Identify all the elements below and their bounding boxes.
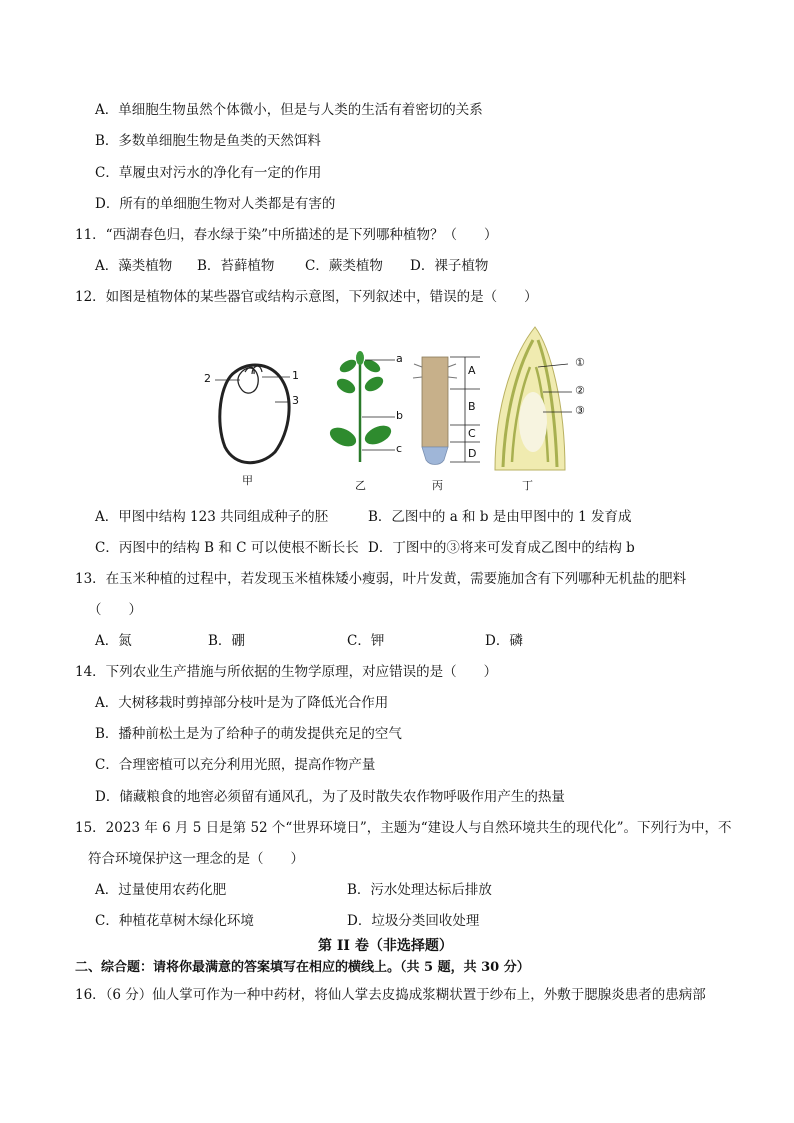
q13-option-d: D．磷	[485, 633, 523, 649]
q12-option-d: D．丁图中的③将来可发育成乙图中的结构 b	[368, 540, 635, 556]
seed-drawing	[215, 365, 290, 463]
q13-option-c: C．钾	[347, 633, 385, 649]
q13-stem: 13．在玉米种植的过程中，若发现玉米植株矮小瘦弱，叶片发黄，需要施加含有下列哪种无机盐的肥料	[75, 571, 687, 587]
q13-option-b: B．硼	[208, 633, 245, 649]
bud-label-1: ①	[575, 356, 585, 369]
root-label-C: C	[468, 427, 476, 440]
q15-option-b: B．污水处理达标后排放	[347, 882, 492, 898]
q15-option-a: A．过量使用农药化肥	[95, 882, 227, 898]
bud-section-drawing	[495, 327, 572, 470]
q14-option-d: D．储藏粮食的地窖必须留有通风孔，为了及时散失农作物呼吸作用产生的热量	[95, 789, 565, 805]
root-label-D: D	[468, 447, 477, 460]
figure-caption-ding: 丁	[522, 479, 533, 492]
figure-caption-jia: 甲	[242, 474, 253, 487]
root-label-B: B	[468, 400, 476, 413]
figure-caption-bing: 丙	[432, 479, 443, 492]
seed-label-3: 3	[292, 394, 299, 407]
q14-option-c: C．合理密植可以充分利用光照，提高作物产量	[95, 757, 376, 773]
q11-option-d: D．裸子植物	[410, 258, 489, 274]
figure-caption-yi: 乙	[355, 479, 366, 492]
stem-label-c: c	[396, 442, 403, 455]
q10-option-a: A．单细胞生物虽然个体微小，但是与人类的生活有着密切的关系	[95, 102, 483, 118]
q15-option-d: D．垃圾分类回收处理	[347, 913, 480, 929]
plant-structure-figure	[200, 322, 600, 497]
q11-option-c: C．蕨类植物	[305, 258, 383, 274]
q12-option-b: B．乙图中的 a 和 b 是由甲图中的 1 发育成	[368, 509, 632, 525]
section-heading: 二、综合题：请将你最满意的答案填写在相应的横线上。（共 5 题，共 30 分）	[75, 960, 530, 975]
q10-option-c: C．草履虫对污水的净化有一定的作用	[95, 165, 322, 181]
section-title: 第 II 卷（非选择题）	[318, 938, 453, 954]
q12-option-a: A．甲图中结构 123 共同组成种子的胚	[95, 509, 329, 525]
bud-label-3: ③	[575, 404, 585, 417]
q14-stem: 14．下列农业生产措施与所依据的生物学原理，对应错误的是（ ）	[75, 664, 498, 680]
shoot-drawing	[327, 351, 395, 462]
root-label-A: A	[468, 364, 476, 377]
q10-option-b: B．多数单细胞生物是鱼类的天然饵料	[95, 133, 321, 149]
q15-stem-line2: 符合环境保护这一理念的是（ ）	[88, 851, 304, 867]
q12-stem: 12．如图是植物体的某些器官或结构示意图，下列叙述中，错误的是（ ）	[75, 289, 538, 305]
q11-option-b: B．苔藓植物	[197, 258, 275, 274]
q13-paren: （ ）	[88, 602, 142, 618]
q12-option-c: C．丙图中的结构 B 和 C 可以使根不断长长	[95, 540, 359, 556]
q14-option-a: A．大树移栽时剪掉部分枝叶是为了降低光合作用	[95, 695, 389, 711]
q14-option-b: B．播种前松土是为了给种子的萌发提供充足的空气	[95, 726, 402, 742]
q15-stem-line1: 15．2023 年 6 月 5 日是第 52 个“世界环境日”，主题为“建设人与自然环境共生的现代化”。下列行为中，不	[75, 820, 732, 836]
stem-label-a: a	[396, 352, 403, 365]
q10-option-d: D．所有的单细胞生物对人类都是有害的	[95, 196, 336, 212]
seed-label-2: 2	[204, 372, 211, 385]
seed-label-1: 1	[292, 369, 299, 382]
q11-option-a: A．藻类植物	[95, 258, 173, 274]
q16-stem: 16．（6 分）仙人掌可作为一种中药材，将仙人掌去皮捣成浆糊状置于纱布上，外敷于腮腺炎患者的患病部	[75, 987, 706, 1003]
q13-option-a: A．氮	[95, 633, 132, 649]
q11-stem: 11．“西湖春色归，春水绿于染”中所描述的是下列哪种植物？（ ）	[75, 227, 498, 243]
q15-option-c: C．种植花草树木绿化环境	[95, 913, 254, 929]
bud-label-2: ②	[575, 384, 585, 397]
stem-label-b: b	[396, 409, 403, 422]
